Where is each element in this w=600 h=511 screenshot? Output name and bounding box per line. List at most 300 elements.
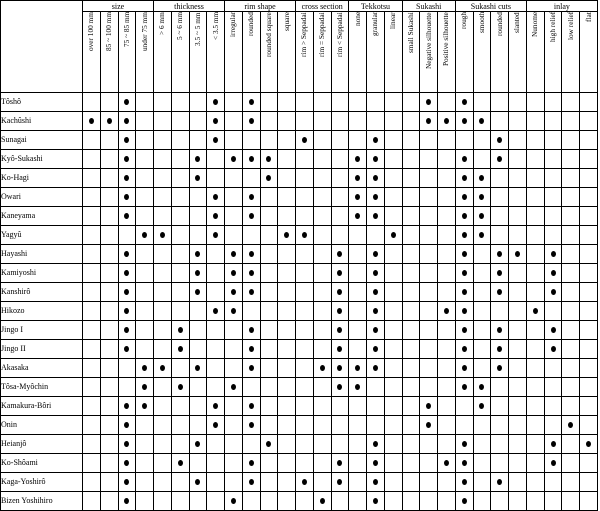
table-cell — [562, 454, 580, 473]
table-cell — [296, 226, 314, 245]
table-cell — [349, 359, 367, 378]
table-cell — [154, 378, 172, 397]
column-header-label: under 75 mm — [139, 12, 149, 51]
dot-mark — [124, 479, 129, 485]
table-cell — [207, 169, 225, 188]
column-header — [580, 12, 598, 93]
dot-mark — [124, 441, 129, 447]
table-cell — [154, 131, 172, 150]
table-cell — [83, 188, 101, 207]
table-cell — [402, 264, 420, 283]
table-cell — [349, 112, 367, 131]
column-header-label: rounded square — [263, 12, 273, 57]
table-cell — [136, 93, 154, 112]
table-cell — [384, 359, 402, 378]
table-cell — [420, 188, 438, 207]
table-cell — [83, 321, 101, 340]
dot-mark — [355, 175, 360, 181]
table-cell — [100, 188, 118, 207]
table-cell — [278, 188, 296, 207]
table-cell — [473, 416, 491, 435]
table-cell — [438, 245, 456, 264]
table-cell — [207, 454, 225, 473]
column-header-label: small Sukashi — [405, 12, 415, 53]
table-cell — [136, 131, 154, 150]
table-cell — [136, 264, 154, 283]
table-cell — [580, 454, 598, 473]
row-name: Hikozo — [1, 302, 83, 321]
table-row — [1, 188, 598, 207]
table-row — [1, 359, 598, 378]
dot-mark — [231, 251, 236, 257]
table-cell — [509, 492, 527, 511]
table-cell — [491, 302, 509, 321]
table-cell — [331, 245, 349, 264]
table-cell — [296, 245, 314, 264]
table-cell — [509, 416, 527, 435]
table-cell — [331, 188, 349, 207]
table-row — [1, 454, 598, 473]
table-cell — [100, 302, 118, 321]
table-cell — [402, 93, 420, 112]
dot-mark — [373, 460, 378, 466]
dot-mark — [213, 213, 218, 219]
column-header — [544, 12, 562, 93]
table-cell — [136, 112, 154, 131]
dot-mark — [124, 194, 129, 200]
table-cell — [100, 150, 118, 169]
dot-mark — [462, 213, 467, 219]
table-cell — [455, 226, 473, 245]
table-cell — [100, 112, 118, 131]
table-cell — [225, 340, 243, 359]
table-cell — [118, 188, 136, 207]
table-cell — [225, 112, 243, 131]
column-header — [136, 12, 154, 93]
dot-mark — [426, 118, 431, 124]
table-cell — [154, 302, 172, 321]
dot-mark — [249, 251, 254, 257]
dot-mark — [497, 346, 502, 352]
table-cell — [509, 150, 527, 169]
table-cell — [544, 245, 562, 264]
table-cell — [402, 473, 420, 492]
table-cell — [473, 492, 491, 511]
table-cell — [349, 131, 367, 150]
column-header — [384, 12, 402, 93]
table-cell — [544, 454, 562, 473]
table-cell — [438, 359, 456, 378]
table-cell — [136, 492, 154, 511]
table-cell — [100, 169, 118, 188]
table-cell — [242, 416, 260, 435]
dot-mark — [479, 213, 484, 219]
table-cell — [296, 302, 314, 321]
dot-mark — [337, 308, 342, 314]
dot-mark — [497, 365, 502, 371]
dot-mark — [213, 99, 218, 105]
dot-mark — [373, 327, 378, 333]
table-cell — [278, 359, 296, 378]
table-cell — [313, 169, 331, 188]
table-cell — [118, 93, 136, 112]
table-cell — [118, 264, 136, 283]
dot-mark — [462, 498, 467, 504]
table-cell — [171, 169, 189, 188]
table-cell — [313, 112, 331, 131]
table-cell — [242, 492, 260, 511]
table-cell — [118, 112, 136, 131]
table-cell — [136, 169, 154, 188]
table-cell — [225, 283, 243, 302]
table-row — [1, 321, 598, 340]
table-cell — [189, 473, 207, 492]
table-cell — [580, 131, 598, 150]
dot-mark — [178, 460, 183, 466]
dot-mark — [497, 156, 502, 162]
dot-mark — [355, 384, 360, 390]
table-cell — [189, 378, 207, 397]
table-cell — [278, 264, 296, 283]
column-header-label: 3.5 ~ 5 mm — [192, 12, 202, 46]
table-cell — [438, 283, 456, 302]
dot-mark — [266, 156, 271, 162]
table-cell — [83, 226, 101, 245]
table-cell — [225, 416, 243, 435]
table-cell — [562, 321, 580, 340]
table-cell — [384, 416, 402, 435]
table-cell — [420, 435, 438, 454]
table-cell — [260, 302, 278, 321]
table-cell — [100, 207, 118, 226]
dot-mark — [160, 232, 165, 238]
dot-mark — [479, 175, 484, 181]
table-cell — [349, 454, 367, 473]
dot-mark — [373, 194, 378, 200]
dot-mark — [462, 327, 467, 333]
table-cell — [207, 207, 225, 226]
column-header — [242, 12, 260, 93]
table-cell — [207, 435, 225, 454]
dot-mark — [426, 403, 431, 409]
table-cell — [136, 283, 154, 302]
dot-mark — [266, 441, 271, 447]
table-cell — [438, 492, 456, 511]
table-cell — [207, 416, 225, 435]
table-cell — [438, 302, 456, 321]
table-cell — [544, 264, 562, 283]
table-cell — [100, 492, 118, 511]
table-cell — [242, 93, 260, 112]
dot-mark — [391, 232, 396, 238]
row-name: Tôshô — [1, 93, 83, 112]
column-header-label: rounded — [246, 12, 256, 36]
table-cell — [580, 226, 598, 245]
group-header: Tekkotsu — [349, 1, 402, 12]
table-cell — [509, 112, 527, 131]
table-row — [1, 131, 598, 150]
table-cell — [473, 454, 491, 473]
table-cell — [100, 283, 118, 302]
table-cell — [100, 416, 118, 435]
table-cell — [402, 454, 420, 473]
table-cell — [544, 378, 562, 397]
table-cell — [384, 226, 402, 245]
column-header — [402, 12, 420, 93]
dot-mark — [462, 289, 467, 295]
table-cell — [580, 245, 598, 264]
table-cell — [367, 226, 385, 245]
dot-mark — [231, 289, 236, 295]
table-cell — [509, 245, 527, 264]
table-cell — [313, 492, 331, 511]
dot-mark — [213, 137, 218, 143]
table-cell — [402, 283, 420, 302]
table-cell — [118, 416, 136, 435]
row-name: Jingo I — [1, 321, 83, 340]
table-cell — [455, 378, 473, 397]
table-cell — [491, 454, 509, 473]
dot-mark — [195, 251, 200, 257]
row-name: Bizen Yoshihiro — [1, 492, 83, 511]
table-cell — [225, 473, 243, 492]
table-cell — [136, 435, 154, 454]
row-name: Kyô-Sukashi — [1, 150, 83, 169]
dot-mark — [302, 232, 307, 238]
dot-mark — [462, 270, 467, 276]
table-cell — [367, 264, 385, 283]
table-cell — [118, 492, 136, 511]
dot-mark — [462, 308, 467, 314]
table-cell — [331, 416, 349, 435]
dot-mark — [231, 308, 236, 314]
table-cell — [83, 435, 101, 454]
table-cell — [331, 264, 349, 283]
dot-mark — [249, 479, 254, 485]
table-cell — [420, 321, 438, 340]
dot-mark — [124, 99, 129, 105]
dot-mark — [373, 270, 378, 276]
dot-mark — [178, 327, 183, 333]
row-name: Kaneyama — [1, 207, 83, 226]
table-cell — [509, 359, 527, 378]
table-cell — [384, 169, 402, 188]
table-cell — [313, 93, 331, 112]
table-cell — [118, 359, 136, 378]
table-cell — [544, 340, 562, 359]
table-cell — [544, 283, 562, 302]
table-row — [1, 378, 598, 397]
table-cell — [367, 245, 385, 264]
table-row — [1, 226, 598, 245]
dot-mark — [195, 289, 200, 295]
table-cell — [455, 245, 473, 264]
table-cell — [438, 93, 456, 112]
dot-mark — [479, 403, 484, 409]
table-cell — [455, 492, 473, 511]
table-cell — [438, 150, 456, 169]
table-cell — [83, 340, 101, 359]
table-row — [1, 340, 598, 359]
table-cell — [562, 416, 580, 435]
table-cell — [171, 302, 189, 321]
table-cell — [509, 226, 527, 245]
table-cell — [526, 283, 544, 302]
table-cell — [420, 150, 438, 169]
table-cell — [384, 378, 402, 397]
table-cell — [402, 492, 420, 511]
table-cell — [313, 340, 331, 359]
dot-mark — [124, 270, 129, 276]
table-cell — [313, 454, 331, 473]
table-cell — [296, 454, 314, 473]
table-cell — [402, 416, 420, 435]
table-cell — [491, 340, 509, 359]
table-cell — [455, 359, 473, 378]
table-cell — [136, 226, 154, 245]
column-header-label: 85 ~ 100 mm — [104, 12, 114, 52]
table-cell — [491, 207, 509, 226]
table-cell — [189, 150, 207, 169]
table-cell — [242, 359, 260, 378]
table-cell — [580, 492, 598, 511]
table-cell — [526, 473, 544, 492]
table-cell — [278, 340, 296, 359]
table-cell — [580, 416, 598, 435]
dot-mark — [249, 460, 254, 466]
dot-mark — [462, 460, 467, 466]
table-cell — [562, 245, 580, 264]
table-cell — [580, 112, 598, 131]
table-cell — [278, 245, 296, 264]
dot-mark — [249, 327, 254, 333]
table-cell — [491, 93, 509, 112]
table-cell — [509, 340, 527, 359]
table-cell — [331, 226, 349, 245]
table-cell — [118, 226, 136, 245]
table-cell — [580, 150, 598, 169]
table-cell — [296, 473, 314, 492]
dot-mark — [551, 270, 556, 276]
column-header-label: none — [352, 12, 362, 27]
dot-mark — [249, 213, 254, 219]
table-cell — [83, 150, 101, 169]
table-cell — [242, 321, 260, 340]
table-cell — [260, 150, 278, 169]
dot-mark — [355, 365, 360, 371]
table-cell — [526, 131, 544, 150]
row-name: Tôsa-Myôchin — [1, 378, 83, 397]
table-cell — [544, 359, 562, 378]
table-cell — [509, 302, 527, 321]
table-cell — [207, 340, 225, 359]
table-cell — [526, 321, 544, 340]
table-cell — [136, 302, 154, 321]
table-cell — [384, 492, 402, 511]
dot-mark — [444, 118, 449, 124]
table-cell — [402, 378, 420, 397]
table-cell — [473, 340, 491, 359]
table-cell — [473, 131, 491, 150]
table-cell — [331, 207, 349, 226]
dot-mark — [195, 479, 200, 485]
table-cell — [367, 492, 385, 511]
table-cell — [544, 207, 562, 226]
table-cell — [278, 169, 296, 188]
table-cell — [544, 321, 562, 340]
table-cell — [260, 454, 278, 473]
table-cell — [544, 169, 562, 188]
table-cell — [367, 340, 385, 359]
table-cell — [438, 321, 456, 340]
table-cell — [189, 492, 207, 511]
table-cell — [509, 264, 527, 283]
dot-mark — [213, 118, 218, 124]
table-cell — [473, 473, 491, 492]
column-header-label: over 100 mm — [86, 12, 96, 51]
table-cell — [189, 321, 207, 340]
table-cell — [562, 435, 580, 454]
dot-mark — [373, 175, 378, 181]
table-cell — [509, 131, 527, 150]
table-cell — [562, 188, 580, 207]
table-cell — [278, 435, 296, 454]
table-cell — [83, 245, 101, 264]
table-cell — [136, 150, 154, 169]
table-cell — [225, 150, 243, 169]
table-cell — [455, 150, 473, 169]
column-header — [526, 12, 544, 93]
dot-mark — [213, 232, 218, 238]
column-header-label: < 3.5 mm — [210, 12, 220, 41]
table-cell — [189, 169, 207, 188]
table-cell — [544, 226, 562, 245]
table-cell — [402, 321, 420, 340]
table-cell — [562, 93, 580, 112]
table-cell — [367, 207, 385, 226]
table-cell — [313, 283, 331, 302]
table-cell — [171, 226, 189, 245]
table-cell — [438, 264, 456, 283]
table-cell — [207, 378, 225, 397]
table-row — [1, 264, 598, 283]
table-cell — [384, 454, 402, 473]
table-cell — [367, 416, 385, 435]
group-header: Sukashi cuts — [455, 1, 526, 12]
table-cell — [242, 340, 260, 359]
table-cell — [438, 131, 456, 150]
table-cell — [491, 359, 509, 378]
row-name: Kaga-Yoshirô — [1, 473, 83, 492]
table-row — [1, 473, 598, 492]
dot-mark — [142, 384, 147, 390]
table-cell — [402, 169, 420, 188]
table-cell — [331, 112, 349, 131]
dot-mark — [231, 270, 236, 276]
table-row — [1, 112, 598, 131]
table-cell — [225, 264, 243, 283]
table-cell — [526, 264, 544, 283]
column-header-label: 5 ~ 6 mm — [175, 12, 185, 41]
table-body — [1, 93, 598, 511]
table-cell — [384, 207, 402, 226]
table-row — [1, 302, 598, 321]
dot-mark — [497, 137, 502, 143]
table-cell — [118, 283, 136, 302]
group-header: cross section — [296, 1, 349, 12]
table-cell — [242, 245, 260, 264]
column-header — [331, 12, 349, 93]
